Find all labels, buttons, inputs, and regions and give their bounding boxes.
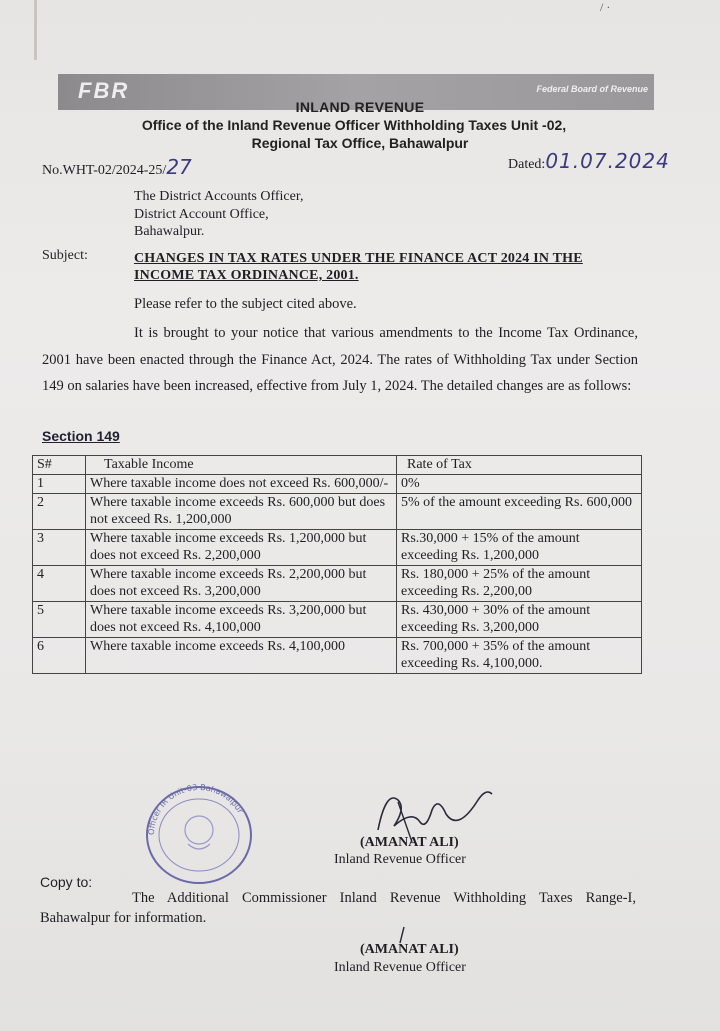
cell-rate: Rs. 700,000 + 35% of the amount exceeding Rs. 4,100,000. [397, 637, 642, 673]
table-row [33, 493, 642, 529]
reference-label: No.WHT-02/2024-25/ [42, 163, 167, 178]
cell-income: Where taxable income exceeds Rs. 3,200,000 but does not exceed Rs. 4,100,000 [86, 601, 397, 637]
signatory-name-2: (AMANAT ALI) [360, 942, 459, 957]
reference-number [42, 155, 192, 179]
paragraph-intro: Please refer to the subject cited above. [134, 296, 357, 312]
cell-income: Where taxable income exceeds Rs. 2,200,000 but does not exceed Rs. 3,200,000 [86, 565, 397, 601]
cell-income: Where taxable income exceeds Rs. 1,200,000 but does not exceed Rs. 2,200,000 [86, 529, 397, 565]
corner-mark: / · [600, 0, 611, 14]
cell-rate: Rs.30,000 + 15% of the amount exceeding Rs. 1,200,000 [397, 529, 642, 565]
address-line: Bahawalpur. [134, 224, 205, 239]
copy-text: The Additional Commissioner Inland Revenue Withholding Taxes Range-I, Bahawalpur for information. [40, 890, 636, 926]
header-taxable-income: Taxable Income [86, 456, 397, 475]
paper-fold [34, 0, 37, 60]
table-row [33, 529, 642, 565]
signatory-title: Inland Revenue Officer [334, 852, 466, 867]
cell-income: Where taxable income exceeds Rs. 600,000 but does not exceed Rs. 1,200,000 [86, 493, 397, 529]
handwritten-date: 01.07.2024 [545, 149, 670, 173]
address-line: The District Accounts Officer, [134, 189, 304, 204]
cell-serial: 6 [33, 637, 86, 673]
cell-serial: 4 [33, 565, 86, 601]
table-row [33, 601, 642, 637]
table-row [33, 637, 642, 673]
signatory-title-2: Inland Revenue Officer [334, 960, 466, 975]
header-office: Office of the Inland Revenue Officer Withholding Taxes Unit -02, [141, 117, 567, 133]
stamp-text: Officer IR Unit-03 Bahawalpur [146, 782, 245, 836]
header-title: INLAND REVENUE [295, 99, 425, 115]
recipient-address [134, 188, 303, 241]
address-line: District Account Office, [134, 206, 269, 222]
official-stamp [140, 782, 258, 888]
cell-serial: 5 [33, 601, 86, 637]
cell-rate: Rs. 430,000 + 30% of the amount exceeding Rs. 3,200,000 [397, 601, 642, 637]
cell-income: Where taxable income exceeds Rs. 4,100,000 [86, 637, 397, 673]
section-title: Section 149 [42, 428, 120, 444]
subject-text: CHANGES IN TAX RATES UNDER THE FINANCE ACT 2024 IN THE INCOME TAX ORDINANCE, 2001. [134, 251, 583, 283]
cell-serial: 1 [33, 475, 86, 494]
board-name: Federal Board of Revenue [536, 84, 648, 94]
handwritten-number: 27 [166, 155, 192, 179]
cell-rate: Rs. 180,000 + 25% of the amount exceeding Rs. 2,200,00 [397, 565, 642, 601]
cell-income: Where taxable income does not exceed Rs. 600,000/- [86, 475, 397, 494]
cell-serial: 2 [33, 493, 86, 529]
table-row [33, 475, 642, 494]
header-rate: Rate of Tax [397, 456, 642, 475]
copy-label: Copy to: [40, 874, 93, 890]
header-location: Regional Tax Office, Bahawalpur [251, 135, 469, 151]
dated-label: Dated: [508, 157, 546, 172]
signatory-name: (AMANAT ALI) [360, 835, 459, 850]
cell-rate: 5% of the amount exceeding Rs. 600,000 [397, 493, 642, 529]
fbr-logo: FBR [78, 78, 130, 103]
date-line [508, 149, 670, 173]
paragraph-body: It is brought to your notice that various amendments to the Income Tax Ordinance, 2001 have been enacted through the Finance Act, 2024. The rates of Withholding Tax under Section 149 on salaries have been increased, effective from July 1, 2024. The detailed changes are as follows: [42, 325, 638, 394]
subject-label: Subject: [42, 248, 88, 263]
table-header-row [33, 456, 642, 475]
cell-serial: 3 [33, 529, 86, 565]
cell-rate: 0% [397, 475, 642, 494]
table-row [33, 565, 642, 601]
tax-rate-table [32, 455, 642, 674]
header-serial: S# [33, 456, 86, 475]
